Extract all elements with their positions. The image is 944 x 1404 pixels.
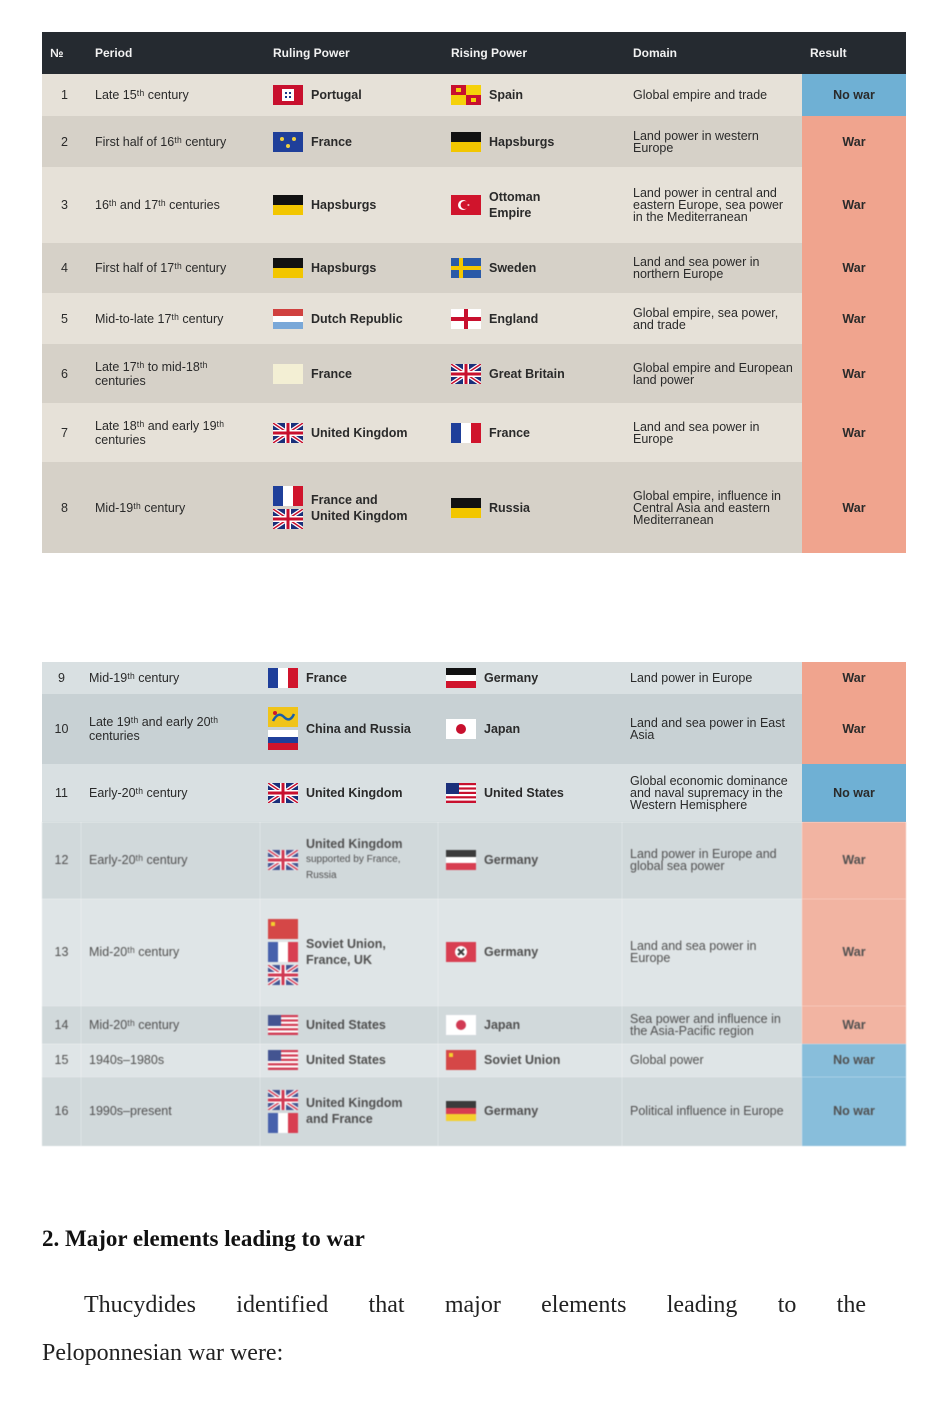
- rising-power-cell: [438, 822, 622, 899]
- rising-power-cell: [438, 764, 622, 822]
- flag-japan-icon: [446, 719, 476, 739]
- flag-qing-icon: [268, 707, 298, 727]
- rising-power-cell: [438, 1044, 622, 1076]
- flag-hapsburgs-icon: [451, 132, 481, 152]
- rising-power-cell: [443, 344, 625, 403]
- flag-spain-icon: [451, 85, 481, 105]
- ruling-power-cell: [265, 74, 443, 116]
- flag-uk-icon: [268, 1090, 298, 1110]
- flag-uk-icon: [268, 965, 298, 985]
- ruling-power-cell: [260, 1044, 438, 1076]
- flag-german-empire-icon: [446, 668, 476, 688]
- rising-power-cell: [443, 167, 625, 243]
- ruling-power-cell: [260, 1077, 438, 1146]
- power-name: United Kingdom: [306, 1096, 403, 1111]
- thucydides-table-part-2: [42, 662, 906, 1146]
- result-cell: War: [802, 243, 906, 294]
- rising-power-cell: [438, 694, 622, 763]
- flag-usa-icon: [446, 783, 476, 803]
- table-row: [42, 167, 906, 243]
- column-header-ruling-power: Ruling Power: [265, 32, 443, 74]
- result-cell: No war: [802, 764, 906, 822]
- power-name: Soviet Union: [484, 1053, 561, 1068]
- period-cell: Mid-19ᵗʰ century: [81, 662, 260, 694]
- period-cell: 16ᵗʰ and 17ᵗʰ centuries: [87, 167, 265, 243]
- domain-cell: Land and sea power in Europe: [625, 403, 802, 462]
- rising-power-cell: [438, 1006, 622, 1045]
- power-name: United Kingdom: [306, 785, 403, 800]
- case-number: 15: [42, 1044, 81, 1076]
- power-name: France: [311, 134, 352, 149]
- domain-cell: Land and sea power in Europe: [622, 899, 802, 1005]
- ruling-power-cell: [260, 899, 438, 1005]
- flag-russia-icon: [268, 730, 298, 750]
- flag-germany-icon: [446, 1101, 476, 1121]
- period-cell: 1940s–1980s: [81, 1044, 260, 1076]
- paragraph-line-1: Thucydides identified that major elements leading to the: [84, 1292, 866, 1318]
- ruling-power-cell: [265, 293, 443, 344]
- result-cell: No war: [802, 1044, 906, 1076]
- flag-japan-icon: [446, 1015, 476, 1035]
- domain-cell: Land and sea power in northern Europe: [625, 243, 802, 294]
- rising-power-cell: [443, 243, 625, 294]
- rising-power-cell: [443, 403, 625, 462]
- table-row: [42, 293, 906, 344]
- case-number: 13: [42, 899, 81, 1005]
- period-cell: Late 19ᵗʰ and early 20ᵗʰ centuries: [81, 694, 260, 763]
- ruling-power-cell: [265, 344, 443, 403]
- result-cell: War: [802, 694, 906, 763]
- flag-france-icon: [451, 423, 481, 443]
- ruling-power-cell: [265, 116, 443, 167]
- domain-cell: Global economic dominance and naval supremacy in the Western Hemisphere: [622, 764, 802, 822]
- table-row: [42, 694, 906, 763]
- power-name: Hapsburgs: [311, 261, 377, 276]
- result-cell: War: [802, 403, 906, 462]
- period-cell: Early-20ᵗʰ century: [81, 822, 260, 899]
- power-name: France: [306, 671, 347, 686]
- table-body: [42, 662, 906, 1146]
- case-number: 11: [42, 764, 81, 822]
- rising-power-cell: [438, 662, 622, 694]
- ruling-power-cell: [265, 243, 443, 294]
- case-number: 14: [42, 1006, 81, 1045]
- case-number: 6: [42, 344, 87, 403]
- result-cell: No war: [802, 74, 906, 116]
- flag-hapsburgs-icon: [273, 195, 303, 215]
- power-name: United Kingdom: [311, 508, 408, 523]
- domain-cell: Political influence in Europe: [622, 1077, 802, 1146]
- power-name: Germany: [484, 945, 539, 960]
- flag-hapsburgs-icon: [451, 498, 481, 518]
- rising-power-cell: [443, 293, 625, 344]
- period-cell: Mid-20ᵗʰ century: [81, 899, 260, 1005]
- power-name: Russia: [489, 500, 530, 515]
- flag-ussr-icon: [446, 1050, 476, 1070]
- domain-cell: Land power in central and eastern Europe, sea power in the Mediterranean: [625, 167, 802, 243]
- power-name: China and Russia: [306, 721, 411, 736]
- power-name: France: [489, 425, 530, 440]
- flag-usa-icon: [268, 1050, 298, 1070]
- flag-uk-icon: [273, 509, 303, 529]
- power-name: supported by France, Russia: [306, 854, 401, 882]
- rising-power-cell: [438, 899, 622, 1005]
- ruling-power-cell: [260, 764, 438, 822]
- case-number: 1: [42, 74, 87, 116]
- power-name: Germany: [484, 1104, 539, 1119]
- flag-uk-icon: [268, 783, 298, 803]
- ruling-power-cell: [265, 462, 443, 553]
- result-cell: War: [802, 822, 906, 899]
- flag-uk-icon: [268, 850, 298, 870]
- flag-sweden-icon: [451, 258, 481, 278]
- result-cell: War: [802, 462, 906, 553]
- case-number: 2: [42, 116, 87, 167]
- period-cell: First half of 16ᵗʰ century: [87, 116, 265, 167]
- domain-cell: Land power in Europe: [622, 662, 802, 694]
- table-row: [42, 899, 906, 1005]
- rising-power-cell: [443, 462, 625, 553]
- flag-usa-icon: [268, 1015, 298, 1035]
- flag-dutch-icon: [273, 309, 303, 329]
- ruling-power-cell: [260, 1006, 438, 1045]
- domain-cell: Land power in western Europe: [625, 116, 802, 167]
- ruling-power-cell: [260, 822, 438, 899]
- flag-france-white-icon: [273, 364, 303, 384]
- flag-nazi-icon: [446, 942, 476, 962]
- result-cell: War: [802, 167, 906, 243]
- column-header-period: Period: [87, 32, 265, 74]
- table-header-row: [42, 32, 906, 74]
- case-number: 9: [42, 662, 81, 694]
- power-name: Soviet Union,: [306, 937, 386, 952]
- case-number: 4: [42, 243, 87, 294]
- case-number: 10: [42, 694, 81, 763]
- power-name: Portugal: [311, 88, 362, 103]
- flag-hapsburgs-icon: [273, 258, 303, 278]
- result-cell: War: [802, 662, 906, 694]
- power-name: Hapsburgs: [489, 134, 555, 149]
- table-row: [42, 662, 906, 694]
- table-row: [42, 822, 906, 899]
- flag-france-royal-icon: [273, 132, 303, 152]
- power-name: Sweden: [489, 261, 537, 276]
- power-name: Germany: [484, 853, 539, 868]
- power-name: United States: [484, 785, 564, 800]
- table-row: [42, 1006, 906, 1045]
- period-cell: Mid-20ᵗʰ century: [81, 1006, 260, 1045]
- domain-cell: Land and sea power in East Asia: [622, 694, 802, 763]
- power-name: Ottoman: [489, 189, 541, 204]
- rising-power-cell: [438, 1077, 622, 1146]
- case-number: 8: [42, 462, 87, 553]
- flag-uk-icon: [273, 423, 303, 443]
- power-name: France and: [311, 492, 378, 507]
- power-name: Spain: [489, 88, 524, 103]
- power-name: Dutch Republic: [311, 311, 403, 326]
- period-cell: Late 18ᵗʰ and early 19ᵗʰ centuries: [87, 403, 265, 462]
- flag-france-icon: [273, 486, 303, 506]
- table-row: [42, 74, 906, 116]
- rising-power-cell: [443, 74, 625, 116]
- domain-cell: Sea power and influence in the Asia-Pacific region: [622, 1006, 802, 1045]
- power-name: Germany: [484, 671, 539, 686]
- period-cell: Mid-19ᵗʰ century: [87, 462, 265, 553]
- ruling-power-cell: [260, 694, 438, 763]
- ruling-power-cell: [265, 403, 443, 462]
- section-heading: 2. Major elements leading to war: [42, 1226, 365, 1251]
- power-name: Empire: [489, 205, 532, 220]
- flag-ottoman-icon: [451, 195, 481, 215]
- period-cell: Late 15ᵗʰ century: [87, 74, 265, 116]
- power-name: Japan: [484, 1017, 521, 1032]
- power-name: Great Britain: [489, 366, 565, 381]
- ruling-power-cell: [260, 662, 438, 694]
- table-row: [42, 403, 906, 462]
- domain-cell: Global power: [622, 1044, 802, 1076]
- case-number: 3: [42, 167, 87, 243]
- table-row: [42, 764, 906, 822]
- flag-ussr-icon: [268, 919, 298, 939]
- flag-portugal-icon: [273, 85, 303, 105]
- period-cell: Late 17ᵗʰ to mid-18ᵗʰ centuries: [87, 344, 265, 403]
- period-cell: First half of 17ᵗʰ century: [87, 243, 265, 294]
- flag-france-icon: [268, 1113, 298, 1133]
- flag-uk-icon: [451, 364, 481, 384]
- flag-france-icon: [268, 942, 298, 962]
- table-row: [42, 1044, 906, 1076]
- result-cell: No war: [802, 1077, 906, 1146]
- domain-cell: Global empire, sea power, and trade: [625, 293, 802, 344]
- result-cell: War: [802, 344, 906, 403]
- power-name: France, UK: [306, 953, 372, 968]
- domain-cell: Land power in Europe and global sea power: [622, 822, 802, 899]
- domain-cell: Global empire, influence in Central Asia and eastern Mediterranean: [625, 462, 802, 553]
- column-header-number: №: [42, 32, 87, 74]
- column-header-rising-power: Rising Power: [443, 32, 625, 74]
- period-cell: 1990s–present: [81, 1077, 260, 1146]
- column-header-result: Result: [802, 32, 906, 74]
- table-row: [42, 462, 906, 553]
- flag-england-icon: [451, 309, 481, 329]
- domain-cell: Global empire and European land power: [625, 344, 802, 403]
- table-body: [42, 74, 906, 553]
- power-name: and France: [306, 1112, 373, 1127]
- case-number: 16: [42, 1077, 81, 1146]
- power-name: United Kingdom: [311, 425, 408, 440]
- result-cell: War: [802, 899, 906, 1005]
- power-name: United States: [306, 1017, 386, 1032]
- case-number: 7: [42, 403, 87, 462]
- power-name: United Kingdom: [306, 837, 403, 852]
- rising-power-cell: [443, 116, 625, 167]
- result-cell: War: [802, 116, 906, 167]
- result-cell: War: [802, 293, 906, 344]
- power-name: Japan: [484, 721, 521, 736]
- power-name: France: [311, 366, 352, 381]
- thucydides-table-part-1: [42, 32, 906, 553]
- flag-german-empire-icon: [446, 850, 476, 870]
- table-row: [42, 243, 906, 294]
- power-name: United States: [306, 1053, 386, 1068]
- paragraph-line-2: Peloponnesian war were:: [42, 1340, 284, 1366]
- result-cell: War: [802, 1006, 906, 1045]
- table-row: [42, 1077, 906, 1146]
- domain-cell: Global empire and trade: [625, 74, 802, 116]
- period-cell: Early-20ᵗʰ century: [81, 764, 260, 822]
- power-name: England: [489, 311, 539, 326]
- ruling-power-cell: [265, 167, 443, 243]
- column-header-domain: Domain: [625, 32, 802, 74]
- case-number: 12: [42, 822, 81, 899]
- period-cell: Mid-to-late 17ᵗʰ century: [87, 293, 265, 344]
- case-number: 5: [42, 293, 87, 344]
- power-name: Hapsburgs: [311, 197, 377, 212]
- flag-france-icon: [268, 668, 298, 688]
- table-row: [42, 116, 906, 167]
- table-row: [42, 344, 906, 403]
